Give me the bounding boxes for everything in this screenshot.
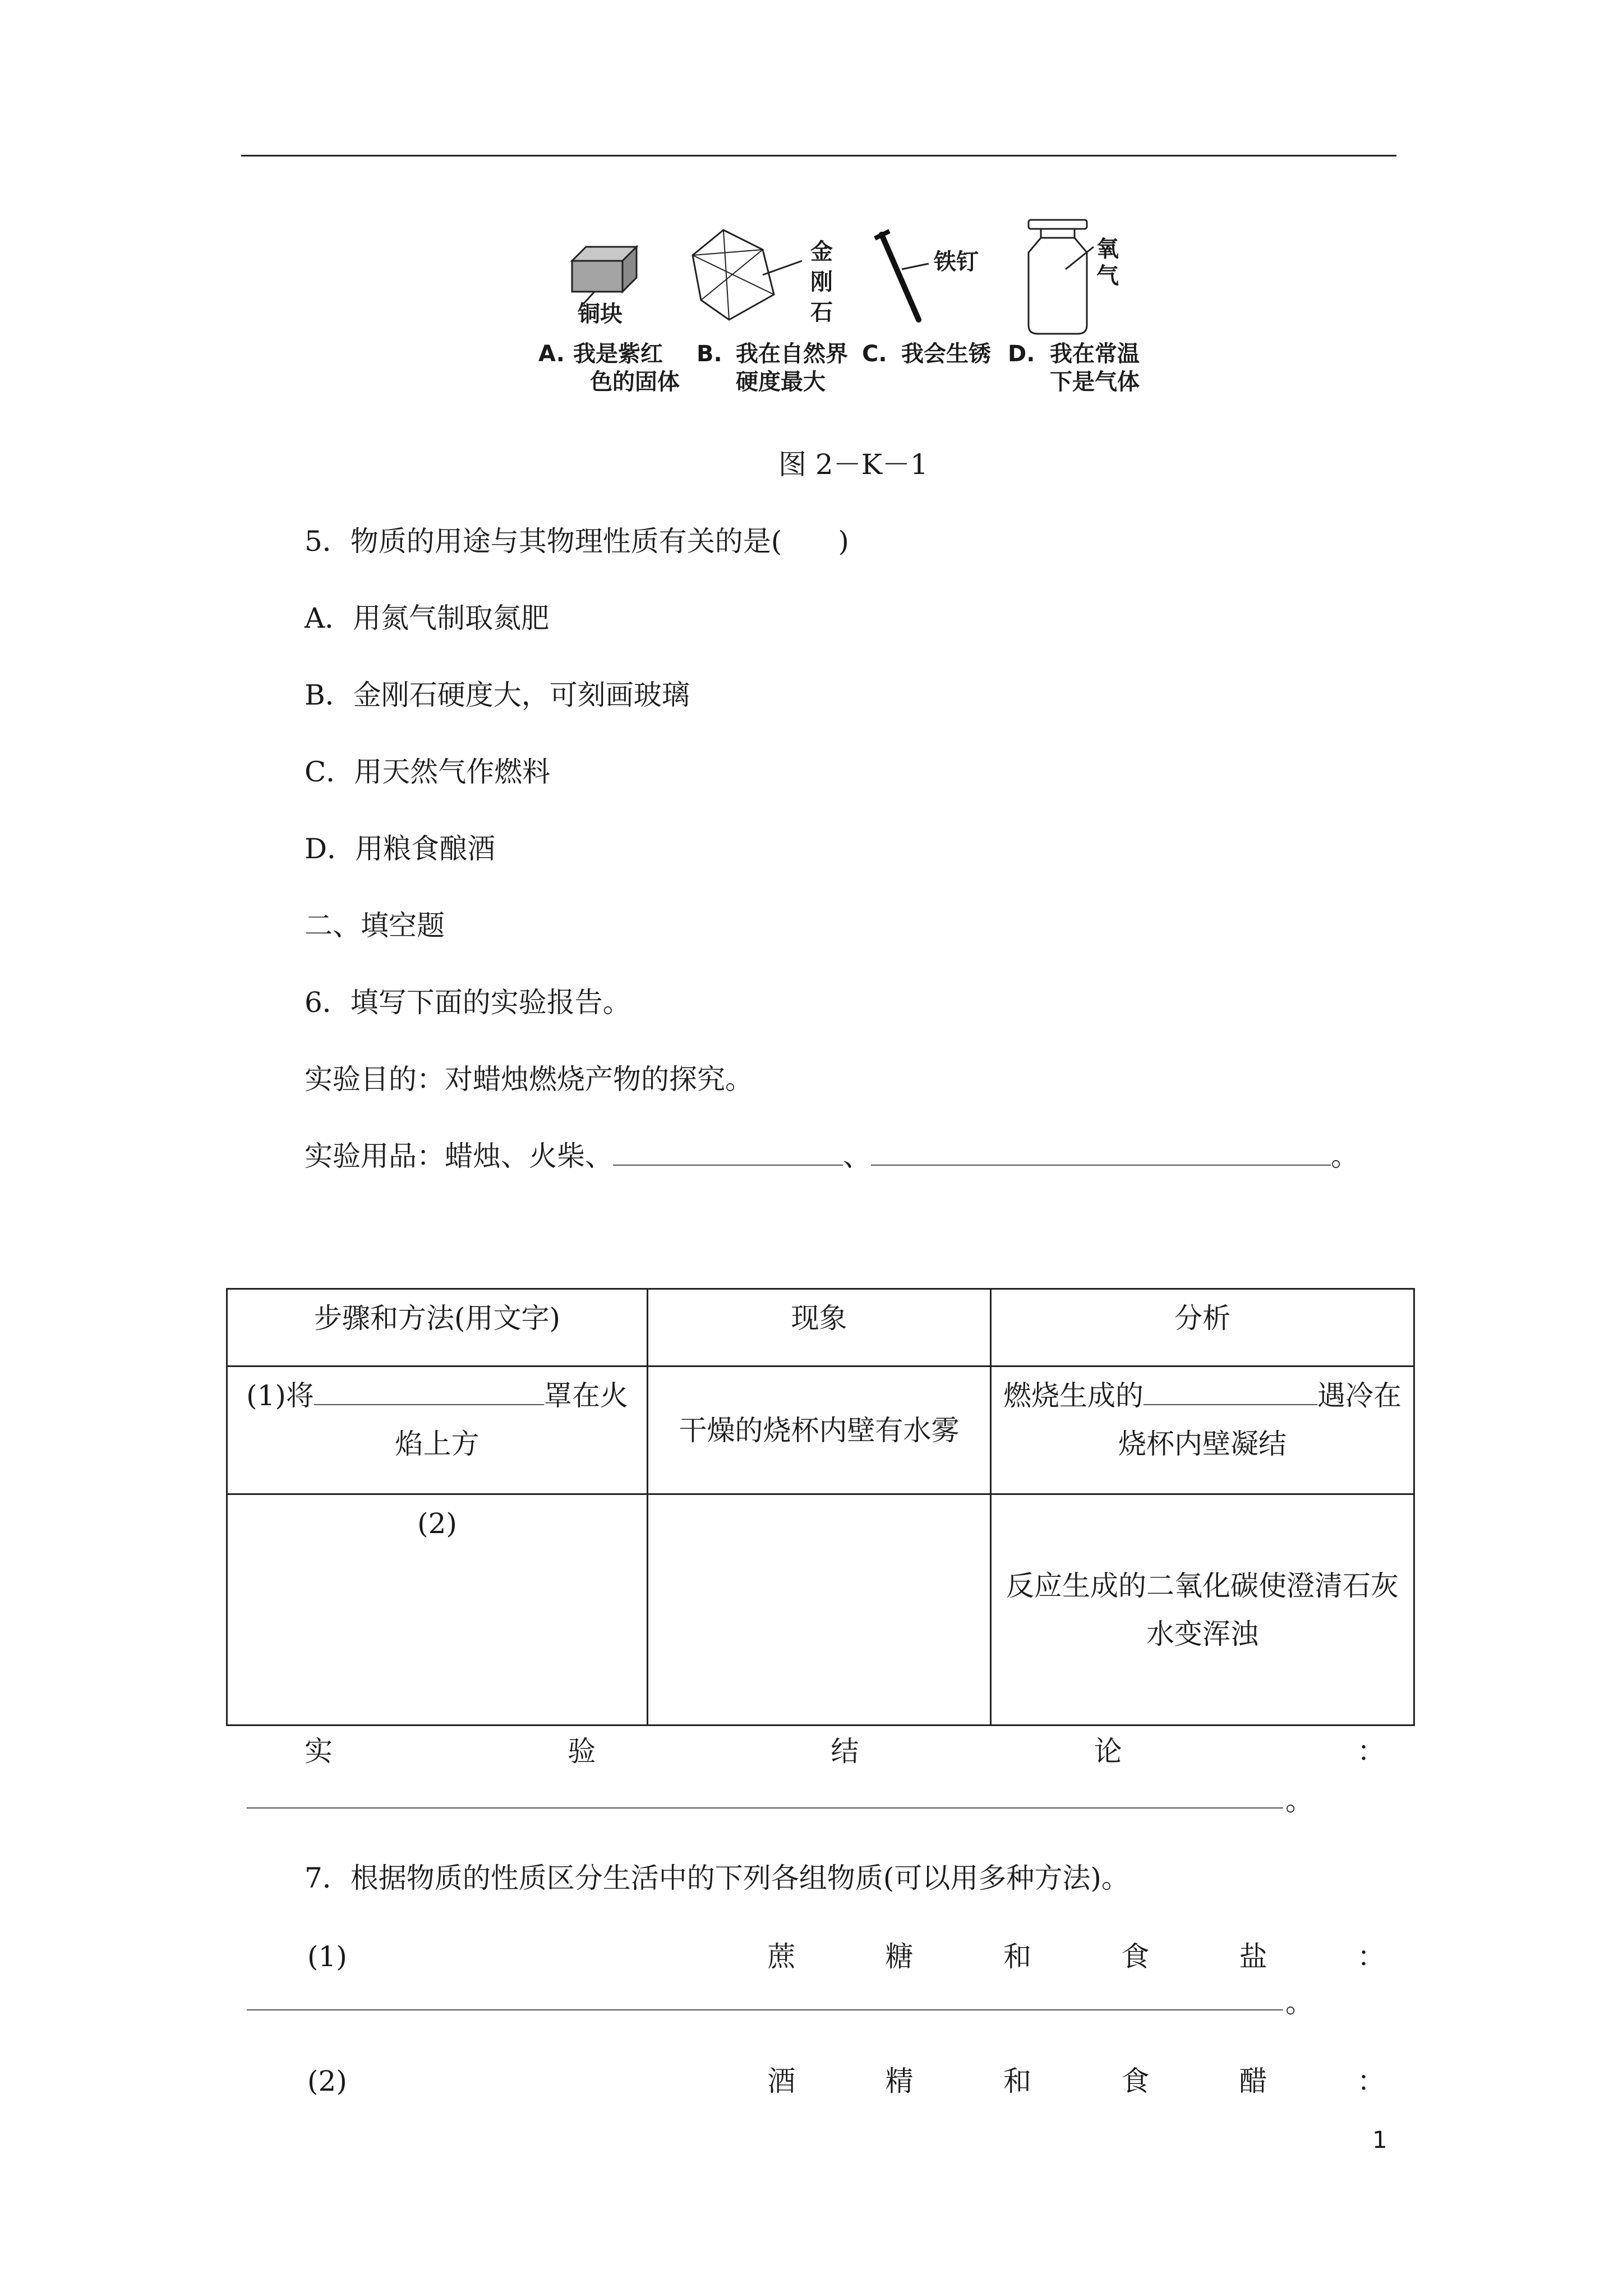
materials-sep: 、 xyxy=(843,1140,871,1172)
row1-analysis-prefix: 燃烧生成的 xyxy=(1003,1379,1144,1412)
table-header-phenomenon: 现象 xyxy=(648,1289,991,1366)
table-header-steps: 步骤和方法(用文字) xyxy=(227,1289,648,1366)
q5-option-b[interactable]: B．金刚石硬度大，可刻画玻璃 xyxy=(305,679,690,711)
part2-char: 食 xyxy=(1121,2065,1150,2097)
caption-b-letter: B. xyxy=(697,341,722,367)
caption-d-text: 我在常温 xyxy=(1050,341,1140,367)
row1-step-prefix: (1)将 xyxy=(246,1379,314,1412)
row1-step xyxy=(227,1366,648,1494)
row1-analysis-blank[interactable] xyxy=(1144,1379,1317,1405)
row1-analysis xyxy=(991,1366,1414,1494)
caption-a-text: 我是紫红 xyxy=(573,341,663,367)
figure-drawings xyxy=(538,208,1161,348)
part1-colon: ： xyxy=(1357,1940,1385,1973)
section-heading: 二、填空题 xyxy=(305,909,445,942)
row1-phenomenon: 干燥的烧杯内壁有水雾 xyxy=(648,1366,991,1494)
figure-materials xyxy=(538,208,1161,404)
caption-a-letter: A. xyxy=(538,341,565,367)
row1-step-blank[interactable] xyxy=(314,1379,544,1405)
caption-c-text: 我会生锈 xyxy=(901,341,991,367)
iron-nail-icon xyxy=(875,231,929,320)
conclusion-end: 。 xyxy=(1285,1784,1313,1817)
caption-d-letter: D. xyxy=(1008,341,1035,367)
caption-d-text2: 下是气体 xyxy=(1050,369,1140,395)
part2-colon: ： xyxy=(1357,2065,1385,2097)
image-label-nail: 铁钉 xyxy=(934,249,979,275)
table-header-analysis: 分析 xyxy=(991,1289,1414,1366)
part2-char: 和 xyxy=(1003,2065,1031,2097)
copper-block-icon xyxy=(572,247,637,304)
part1-char: 食 xyxy=(1121,1940,1150,1973)
row2-analysis: 反应生成的二氧化碳使澄清石灰水变浑浊 xyxy=(991,1494,1414,1726)
q6-materials xyxy=(305,1139,1359,1173)
conclusion-char: 结 xyxy=(831,1735,859,1768)
part2-char: 醋 xyxy=(1239,2065,1267,2097)
part1-char: 糖 xyxy=(885,1940,914,1973)
part2-char: 酒 xyxy=(767,2065,796,2097)
materials-label: 实验用品：蜡烛、火柴、 xyxy=(305,1140,613,1172)
row2-phenomenon[interactable] xyxy=(648,1494,991,1726)
q5-option-a[interactable]: A．用氮气制取氮肥 xyxy=(305,602,550,634)
q5-stem: 5．物质的用途与其物理性质有关的是( ) xyxy=(305,525,849,558)
header-rule xyxy=(241,155,1396,157)
caption-a-text2: 色的固体 xyxy=(590,369,680,395)
q7-part1 xyxy=(307,1940,1385,1973)
caption-b-text2: 硬度最大 xyxy=(736,369,826,395)
caption-b-text: 我在自然界 xyxy=(736,341,848,367)
q7-part2 xyxy=(307,2064,1385,2098)
part2-char: 精 xyxy=(885,2065,914,2097)
part1-char: 蔗 xyxy=(767,1940,796,1973)
q5-option-d[interactable]: D．用粮食酿酒 xyxy=(305,832,496,865)
row2-step[interactable]: (2) xyxy=(227,1494,648,1726)
part1-end: 。 xyxy=(1285,1986,1313,2019)
part1-char: 和 xyxy=(1003,1940,1031,1973)
q5-option-c[interactable]: C．用天然气作燃料 xyxy=(305,756,551,788)
materials-blank-2[interactable] xyxy=(871,1140,1331,1166)
conclusion-char: ： xyxy=(1357,1735,1385,1768)
conclusion-char: 论 xyxy=(1094,1735,1122,1768)
image-label-oxygen: 氧气 xyxy=(1096,236,1119,289)
part1-answer-blank[interactable] xyxy=(247,2009,1283,2010)
q6-purpose: 实验目的：对蜡烛燃烧产物的探究。 xyxy=(305,1063,753,1096)
figure-title: 图 2－K－1 xyxy=(778,448,928,481)
gas-bottle-icon xyxy=(1029,220,1094,334)
conclusion-blank[interactable] xyxy=(247,1807,1283,1809)
q6-stem: 6．填写下面的实验报告。 xyxy=(305,986,631,1019)
diamond-icon xyxy=(693,230,802,320)
row1-step-suffix: 罩在火焰上方 xyxy=(395,1379,628,1460)
conclusion-char: 验 xyxy=(568,1735,596,1768)
experiment-report-table xyxy=(226,1288,1415,1726)
q7-stem: 7．根据物质的性质区分生活中的下列各组物质(可以用多种方法)。 xyxy=(305,1862,1129,1894)
materials-blank-1[interactable] xyxy=(613,1140,843,1166)
q6-conclusion-label xyxy=(305,1734,1385,1768)
materials-end: 。 xyxy=(1331,1140,1359,1172)
image-label-diamond: 金刚石 xyxy=(810,239,833,325)
conclusion-char: 实 xyxy=(305,1735,333,1768)
part1-number: (1) xyxy=(307,1940,347,1973)
caption-c-letter: C. xyxy=(862,341,887,367)
image-label-copper: 铜块 xyxy=(578,301,623,327)
part1-char: 盐 xyxy=(1239,1940,1267,1973)
part2-number: (2) xyxy=(307,2065,347,2097)
row1-analysis-suffix: 遇冷在烧杯内壁凝结 xyxy=(1118,1379,1401,1460)
page-number: 1 xyxy=(1372,2126,1387,2154)
